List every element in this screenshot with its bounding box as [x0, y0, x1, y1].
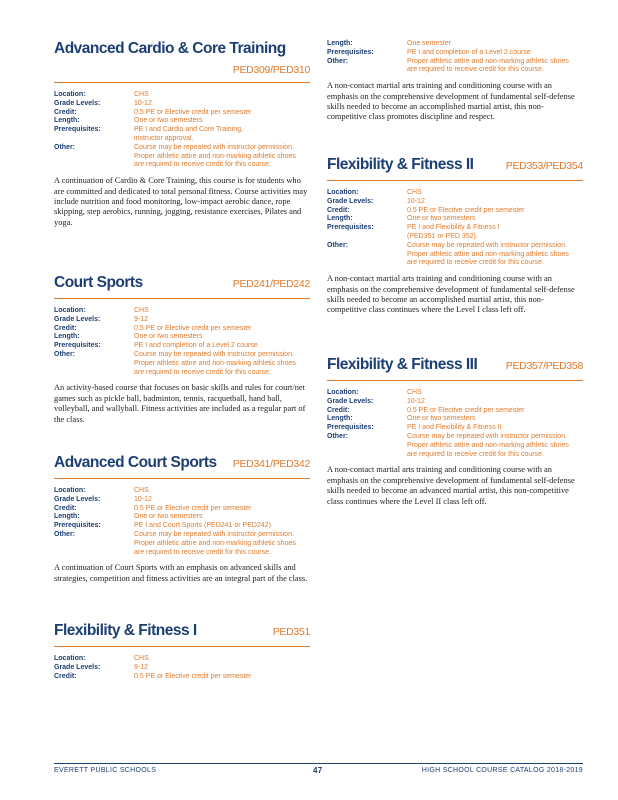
info-label: Location: — [54, 487, 86, 494]
info-value: One or two semesters — [134, 333, 203, 341]
info-value: One or two semesters — [407, 415, 476, 423]
info-value: Course may be repeated with instructor permission. — [407, 241, 567, 249]
course-description: An activity-based course that focuses on basic skills and rules for court/net games such as pickle ball, badminton, tennis, racquetball, hand ball, volleyball, and wallyball. Fitness activities are included as a regular part of the class. — [54, 383, 306, 424]
info-value: PE I and Court Sports (PED241 or PED242). — [134, 522, 273, 530]
info-label: Other: — [54, 143, 75, 151]
divider — [327, 380, 583, 381]
info-value: PE I and Cardio and Core Training, — [134, 126, 243, 134]
info-label: Grade Levels: — [54, 315, 101, 323]
course-info — [54, 307, 310, 377]
info-label: Credit: — [54, 504, 77, 512]
info-value: are required to receive credit for this course. — [407, 450, 544, 458]
info-value: CHS — [407, 189, 422, 196]
info-label: Location: — [327, 389, 359, 396]
info-label: Credit: — [54, 672, 77, 680]
info-value: 0.5 PE or Elective credit per semester — [134, 672, 252, 680]
info-value: 9-12 — [134, 315, 149, 323]
footer-catalog-title: HIGH SCHOOL COURSE CATALOG 2018-2019 — [421, 767, 583, 774]
course-code: PED351 — [272, 626, 310, 638]
info-value: 0.5 PE or Elective credit per semester — [407, 206, 525, 214]
course-title: Court Sports — [54, 274, 143, 291]
course-title: Flexibility & Fitness I — [54, 622, 197, 639]
divider — [54, 82, 310, 83]
course-info — [54, 91, 310, 170]
info-value: One semester — [407, 40, 451, 47]
info-value: 10-12 — [407, 197, 425, 205]
course-court-sports — [54, 274, 310, 425]
info-value: CHS — [134, 307, 149, 314]
info-value: Proper athletic attire and non-marking athletic shoes — [407, 250, 569, 258]
info-value: 0.5 PE or Elective credit per semester — [134, 324, 252, 332]
course-description: A non-contact martial arts training and conditioning course with an emphasis on the comprehensive development of fundamental self-defense skills needed to become an accomplished martial artist, this non-competitive class promotes discipline and respect. — [327, 81, 575, 122]
info-value: 0.5 PE or Elective credit per semester — [134, 108, 252, 116]
info-value: Proper athletic attire and non-marking athletic shoes — [407, 57, 569, 65]
course-info — [54, 655, 310, 681]
course-title: Advanced Cardio & Core Training — [54, 40, 286, 57]
info-value: CHS — [134, 487, 149, 494]
info-label: Credit: — [327, 206, 350, 214]
info-label: Length: — [54, 117, 80, 125]
info-value: PE I and Flexibility & Fitness II — [407, 424, 502, 432]
footer-district: EVERETT PUBLIC SCHOOLS — [54, 767, 157, 774]
info-value: 9-12 — [134, 663, 149, 671]
info-value: are required to receive credit for this course. — [407, 259, 544, 267]
info-value: One or two semesters — [134, 117, 203, 125]
page-number: 47 — [313, 766, 323, 775]
info-label: Prerequisites: — [54, 342, 101, 350]
info-label: Grade Levels: — [54, 495, 101, 503]
info-label: Prerequisites: — [54, 126, 101, 134]
info-label: Length: — [54, 333, 80, 341]
info-label: Other: — [327, 241, 348, 249]
info-label: Location: — [54, 655, 86, 662]
info-value: PE I and completion of a Level 2 course — [407, 48, 531, 56]
info-label: Length: — [327, 40, 353, 47]
course-description: A continuation of Court Sports with an emphasis on advanced skills and strategies, competition and fitness activities are an integral part of the class. — [54, 563, 308, 583]
info-value: CHS — [407, 389, 422, 396]
course-code: PED309/PED310 — [232, 64, 310, 76]
info-label: Credit: — [327, 406, 350, 414]
info-label: Grade Levels: — [327, 397, 374, 405]
course-flexibility-fitness-3 — [327, 356, 583, 507]
info-value: Course may be repeated with instructor permission. — [134, 143, 294, 151]
info-label: Length: — [327, 415, 353, 423]
divider — [54, 298, 310, 299]
info-label: Length: — [54, 513, 80, 521]
info-value: are required to receive credit for this course. — [134, 161, 271, 169]
info-label: Grade Levels: — [54, 663, 101, 671]
info-value: Proper athletic attire and non-marking athletic shoes — [134, 539, 296, 547]
course-info — [327, 189, 583, 268]
info-value: Course may be repeated with instructor permission. — [134, 530, 294, 538]
divider — [327, 180, 583, 181]
info-value: One or two semesters — [134, 513, 203, 521]
info-value: CHS — [134, 655, 149, 662]
info-value: (PED351 or PED 352). — [407, 232, 478, 240]
divider — [54, 646, 310, 647]
course-info — [54, 487, 310, 557]
info-value: Proper athletic attire and non-marking athletic shoes — [134, 359, 296, 367]
course-flexibility-fitness-2 — [327, 156, 583, 316]
info-value: are required to receive credit for this course. — [407, 66, 544, 74]
course-advanced-cardio-core — [54, 40, 310, 228]
info-value: 0.5 PE or Elective credit per semester — [134, 504, 252, 512]
info-label: Length: — [327, 215, 353, 223]
info-label: Prerequisites: — [327, 48, 374, 56]
info-label: Credit: — [54, 324, 77, 332]
course-advanced-court-sports — [54, 454, 310, 584]
info-label: Other: — [54, 350, 75, 358]
course-info — [327, 389, 583, 459]
info-label: Other: — [327, 432, 348, 440]
info-label: Grade Levels: — [327, 197, 374, 205]
info-label: Prerequisites: — [327, 424, 374, 432]
info-value: Proper athletic attire and non-marking athletic shoes — [407, 441, 569, 449]
course-description: A non-contact martial arts training and conditioning course with an emphasis on the comprehensive development of fundamental self-defense skills needed to become an advanced martial artist, this non-competitive class continues where the Level II class left off. — [327, 465, 575, 506]
info-value: 10-12 — [407, 397, 425, 405]
info-value: 10-12 — [134, 99, 152, 107]
info-label: Location: — [54, 91, 86, 98]
info-value: are required to receive credit for this course. — [134, 368, 271, 376]
course-description: A continuation of Cardio & Core Training, this course is for students who are committed and dedicated to total personal fitness. Course activities may include nutrition and food monitoring, low-impact aerobic dance, rope skipping, step aerobics, running, jogging, resistance exercises, Pilates and yoga. — [54, 176, 308, 227]
course-info — [327, 40, 583, 75]
info-value: Course may be repeated with instructor permission. — [407, 432, 567, 440]
course-title: Advanced Court Sports — [54, 454, 217, 471]
info-label: Prerequisites: — [327, 224, 374, 232]
info-label: Other: — [54, 530, 75, 538]
course-code: PED341/PED342 — [232, 458, 310, 470]
course-flexibility-fitness-1 — [54, 622, 310, 681]
info-value: PE I and Flexibility & Fitness I — [407, 224, 500, 232]
info-value: are required to receive credit for this course. — [134, 548, 271, 556]
info-value: instructor approval. — [134, 134, 194, 142]
info-value: 10-12 — [134, 495, 152, 503]
course-title: Flexibility & Fitness III — [327, 356, 478, 373]
divider — [54, 478, 310, 479]
info-value: Course may be repeated with instructor permission. — [134, 350, 294, 358]
course-code: PED357/PED358 — [505, 360, 583, 372]
info-label: Prerequisites: — [54, 522, 101, 530]
info-value: One or two semesters — [407, 215, 476, 223]
info-label: Location: — [327, 189, 359, 196]
info-label: Credit: — [54, 108, 77, 116]
info-label: Grade Levels: — [54, 99, 101, 107]
course-flexibility-fitness-1-continued — [327, 40, 583, 123]
course-title: Flexibility & Fitness II — [327, 156, 474, 173]
course-description: A non-contact martial arts training and conditioning course with an emphasis on the comprehensive development of fundamental self-defense skills needed to become an accomplished martial artist, this non-competitive class continues where the Level I class left off. — [327, 274, 575, 315]
course-code: PED353/PED354 — [505, 160, 583, 172]
footer-divider — [54, 763, 583, 764]
info-label: Other: — [327, 57, 348, 65]
info-value: PE I and completion of a Level 2 course — [134, 342, 258, 350]
info-value: Proper athletic attire and non-marking athletic shoes — [134, 152, 296, 160]
info-label: Location: — [54, 307, 86, 314]
info-value: CHS — [134, 91, 149, 98]
info-value: 0.5 PE or Elective credit per semester — [407, 406, 525, 414]
course-code: PED241/PED242 — [232, 278, 310, 290]
